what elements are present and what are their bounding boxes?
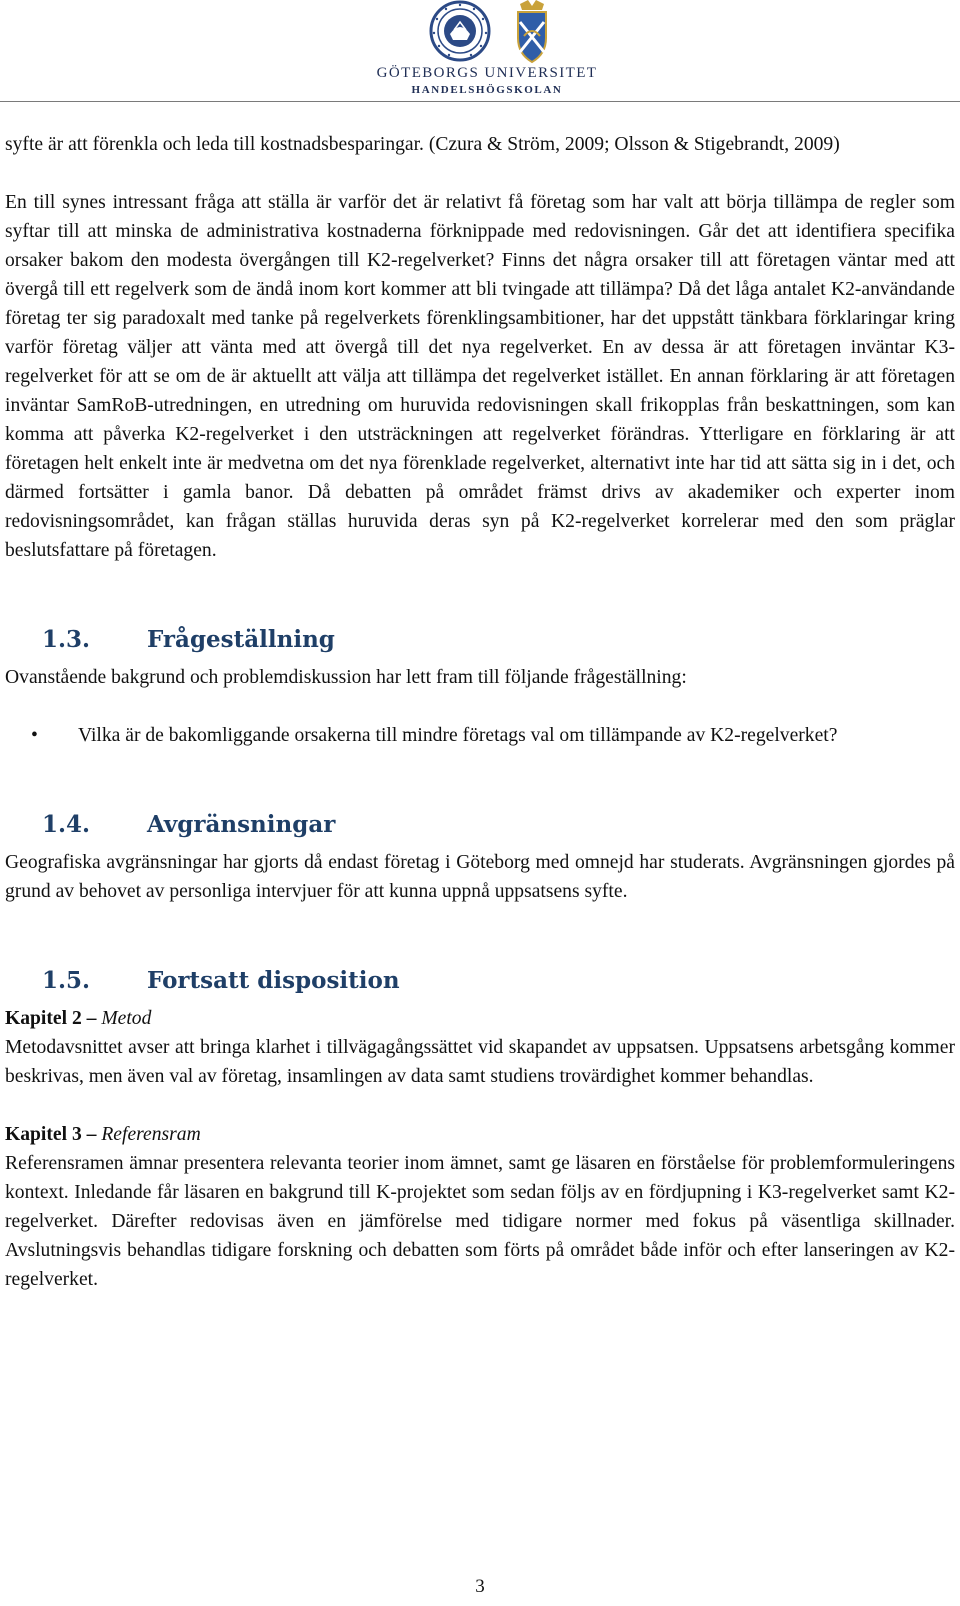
university-logos: [420, 0, 590, 64]
heading-number: 1.3.: [42, 626, 91, 653]
paragraph-intro: syfte är att förenkla och leda till kostnadsbesparingar. (Czura & Ström, 2009; Olsson & Stigebrandt, 2009): [5, 134, 840, 155]
heading-title: Avgränsningar: [147, 811, 336, 838]
chapter-2-description: Metodavsnittet avser att bringa klarhet i tillvägagångssättet vid skapandet av uppsatsen. Uppsatsens arbetsgång kommer beskrivas, men även val av företag, insamlingen av data samt studiens trovärdighet kommer behandlas.: [5, 1037, 955, 1087]
heading-1-3: [5, 624, 955, 656]
heading-title: Frågeställning: [147, 626, 335, 653]
chapter-3-description: Referensramen ämnar presentera relevanta teorier inom ämnet, samt ge läsaren en förståelse för problemformuleringens kontext. Inledande får läsaren en bakgrund till K-projektet som sedan följs av en fördjupning i K3-regelverket samt K2-regelverket. Därefter redovisas även en jämförelse med tidigare normer med fokus på väsentliga skillnader. Avslutningsvis behandlas tidigare forskning och debatten som förts på området både inför och efter lanseringen av K2-regelverket.: [5, 1153, 955, 1290]
heading-number: 1.5.: [42, 967, 91, 994]
paragraph-question-intro: Ovanstående bakgrund och problemdiskussion har lett fram till följande frågeställning:: [5, 667, 687, 688]
research-question-list: [5, 721, 955, 750]
chapter-name: Metod: [101, 1008, 152, 1029]
paragraph-problem-discussion: En till synes intressant fråga att ställa är varför det är relativt få företag som har valt att börja tillämpa de regler som syftar till att minska de administrativa kostnaderna förknippade med redovisningen. Går det att identifiera specifika orsaker bakom den modesta övergången till K2-regelverket? Finns det några orsaker till att företagen väntar med att övergå till ett regelverk som de ändå inom kort kommer att bli tvingade att tillämpa? Då det låga antalet K2-användande företag ter sig paradoxalt med tanke på regelverkets förenklingsambitioner, har det uppstått tänkbara förklaringar kring varför företag väljer att vänta med att övergå till det nya regelverket. En av dessa är att företagen inväntar K3-regelverket för att se om de är aktuellt att välja att tillämpa det regelverket istället. En annan förklaring är att företagen inväntar SamRoB-utredningen, en utredning om huruvida redovisningen skall frikopplas från beskattningen, som kan komma att påverka K2-regelverket i den utsträckningen att regelverket förändras. Ytterligare en förklaring är att företagen helt enkelt inte är medvetna om det nya förenklade regelverket, alternativt inte har tid att sätta sig in i det, och därmed fortsätter i gamla banor. Då debatten på området främst drivs av akademiker och experter inom redovisningsområdet, kan frågan ställas huruvida deras syn på K2-regelverket korrelerar med den som präglar beslutsfattare på företagen.: [5, 192, 955, 561]
header-divider: [0, 101, 960, 102]
page-number: 3: [475, 1576, 485, 1597]
heading-number: 1.4.: [42, 811, 91, 838]
school-crest-icon: [518, 0, 546, 62]
university-seal-icon: [431, 2, 489, 60]
chapter-name: Referensram: [101, 1124, 201, 1145]
university-name: GÖTEBORGS UNIVERSITET: [376, 65, 598, 81]
paragraph-delimitations: Geografiska avgränsningar har gjorts då endast företag i Göteborg med omnejd har studerats. Avgränsningen gjordes på grund av behovet av personliga intervjuer för att kunna uppnå uppsatsens syfte.: [5, 852, 955, 902]
research-question: Vilka är de bakomliggande orsakerna till mindre företags val om tillämpande av K2-regelverket?: [78, 725, 838, 746]
page-body: [5, 130, 955, 1294]
chapter-3-title: [5, 1120, 955, 1149]
bullet-icon: •: [31, 725, 38, 746]
page-header: [0, 0, 960, 104]
chapter-label: Kapitel 2 –: [5, 1008, 97, 1029]
school-name: HANDELSHÖGSKOLAN: [411, 84, 563, 96]
chapter-2-title: [5, 1004, 955, 1033]
heading-1-5: [5, 965, 955, 997]
heading-title: Fortsatt disposition: [147, 967, 400, 994]
heading-1-4: [5, 809, 955, 841]
list-item: [5, 721, 955, 750]
chapter-label: Kapitel 3 –: [5, 1124, 97, 1145]
